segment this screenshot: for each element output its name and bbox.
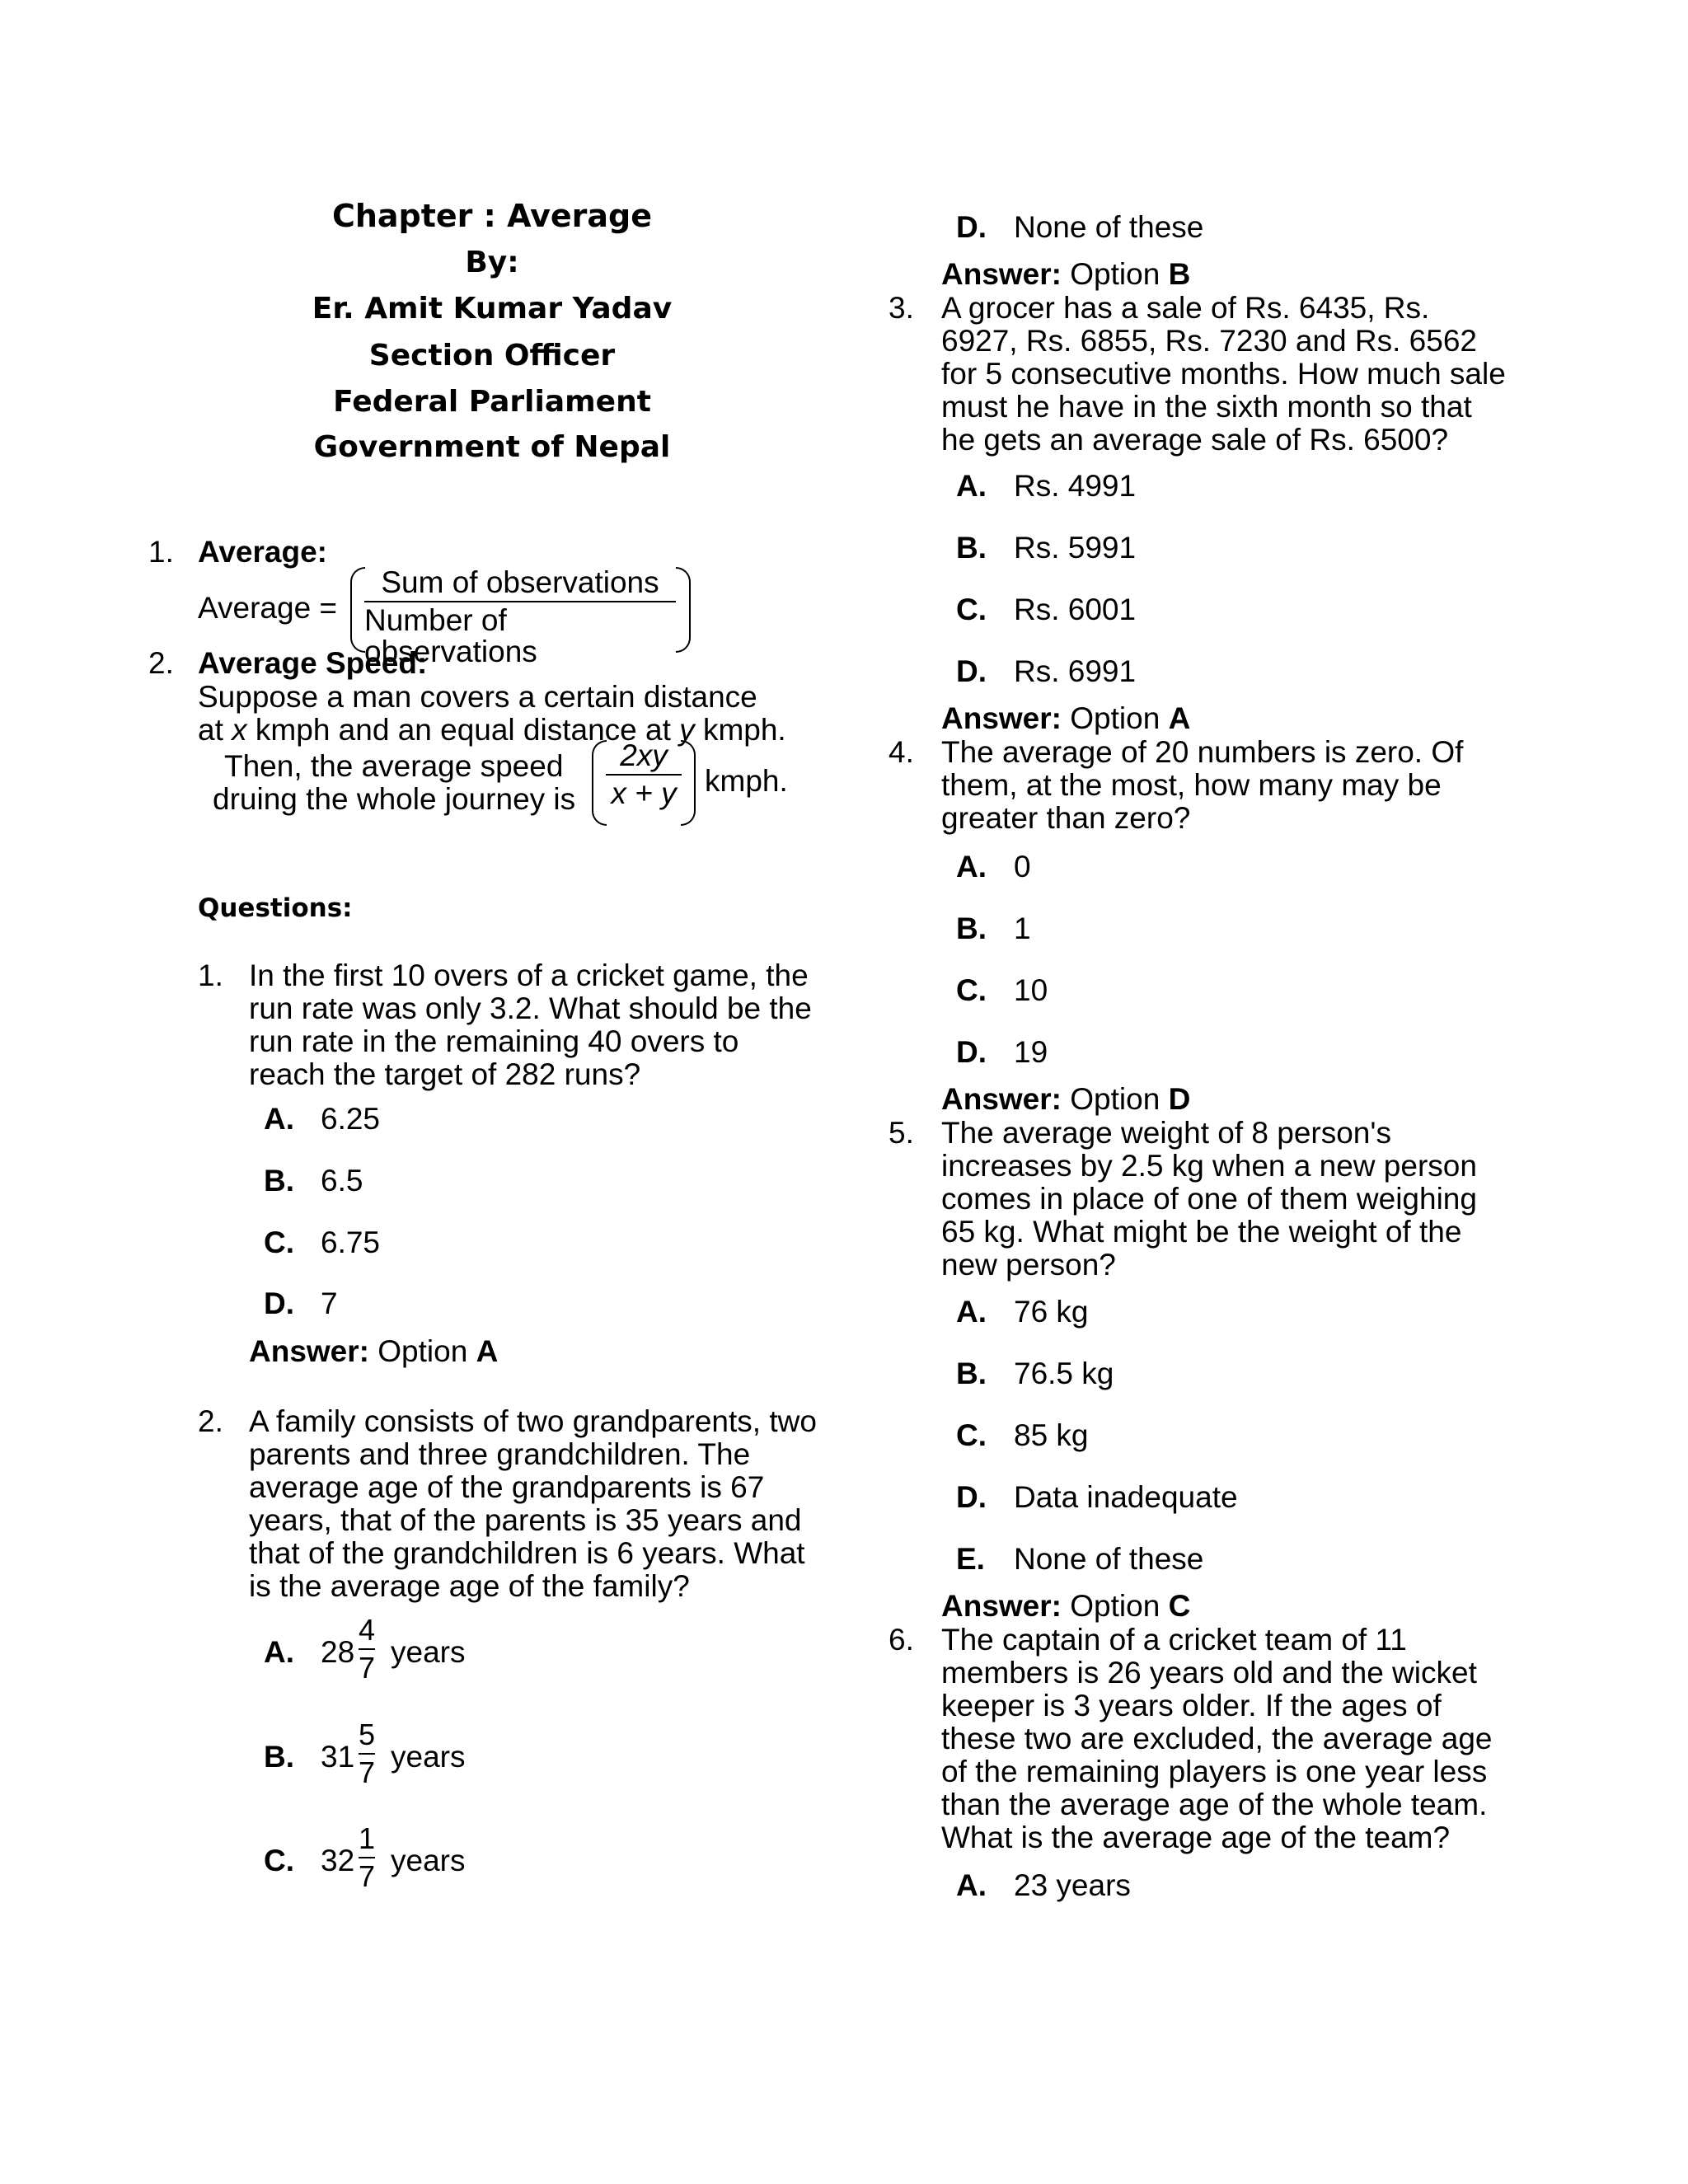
question-line: increases by 2.5 kg when a new person bbox=[941, 1149, 1477, 1183]
option-letter: D. bbox=[956, 210, 987, 244]
text-segment: kmph. bbox=[694, 713, 786, 747]
answer-option-word: Option bbox=[1070, 1589, 1160, 1623]
fraction-denominator: 7 bbox=[358, 1859, 376, 1893]
question-line: average age of the grandparents is 67 bbox=[249, 1470, 765, 1504]
fraction-bar bbox=[359, 1753, 375, 1755]
chapter-title: Chapter : Average bbox=[331, 198, 653, 234]
average-speed-then-1: Then, the average speed bbox=[224, 749, 564, 783]
question-line: 65 kg. What might be the weight of the bbox=[941, 1215, 1462, 1249]
definition-number-1: 1. bbox=[148, 535, 174, 569]
option-letter: B. bbox=[956, 912, 987, 945]
option-text: 6.25 bbox=[321, 1102, 381, 1136]
answer-label: Answer: bbox=[941, 1082, 1062, 1116]
question-line: A grocer has a sale of Rs. 6435, Rs. bbox=[941, 291, 1430, 325]
question-line: A family consists of two grandparents, two bbox=[249, 1404, 817, 1438]
average-speed-denominator: x + y bbox=[611, 776, 677, 810]
question-line: he gets an average sale of Rs. 6500? bbox=[941, 423, 1449, 457]
definition-title-average: Average: bbox=[198, 535, 327, 569]
question-line: than the average age of the whole team. bbox=[941, 1788, 1488, 1821]
author-position: Section Officer bbox=[368, 339, 616, 373]
question-line: years, that of the parents is 35 years and bbox=[249, 1503, 802, 1537]
answer-value: C bbox=[1168, 1589, 1191, 1623]
question-line: What is the average age of the team? bbox=[941, 1821, 1451, 1854]
option-text: 6.75 bbox=[321, 1226, 381, 1259]
author-name: Er. Amit Kumar Yadav bbox=[312, 292, 673, 326]
text-segment: kmph and an equal distance at bbox=[246, 713, 680, 747]
answer-line bbox=[941, 1590, 1190, 1623]
option-text: Rs. 4991 bbox=[1014, 469, 1137, 503]
option-text: Rs. 6001 bbox=[1014, 593, 1137, 626]
option-whole: 28 bbox=[321, 1635, 355, 1669]
question-line: them, at the most, how many may be bbox=[941, 768, 1442, 802]
text-segment: at bbox=[198, 713, 232, 747]
answer-label: Answer: bbox=[941, 257, 1062, 291]
answer-line bbox=[941, 702, 1190, 735]
variable-x: x bbox=[232, 713, 247, 747]
question-line: The average of 20 numbers is zero. Of bbox=[941, 735, 1464, 769]
fraction-denominator: 7 bbox=[358, 1755, 376, 1789]
option-text: 10 bbox=[1014, 973, 1048, 1007]
question-4-text bbox=[941, 736, 1463, 835]
average-formula-denominator: Number of observations bbox=[364, 603, 537, 668]
byline-label: By: bbox=[465, 246, 519, 279]
question-line: comes in place of one of them weighing bbox=[941, 1182, 1477, 1216]
question-number: 1. bbox=[198, 958, 223, 992]
option-letter: A. bbox=[264, 1102, 294, 1136]
question-line: of the remaining players is one year less bbox=[941, 1755, 1488, 1788]
option-letter: A. bbox=[956, 1295, 987, 1329]
option-text: Data inadequate bbox=[1014, 1480, 1238, 1514]
option-text: 23 years bbox=[1014, 1868, 1131, 1902]
average-formula-numerator: Sum of observations bbox=[381, 565, 659, 599]
question-number: 4. bbox=[889, 735, 914, 769]
fraction-bar bbox=[359, 1648, 375, 1650]
question-line: 6927, Rs. 6855, Rs. 7230 and Rs. 6562 bbox=[941, 324, 1477, 358]
fraction-bar bbox=[364, 601, 676, 602]
option-fraction bbox=[355, 1821, 378, 1893]
question-3-text bbox=[941, 292, 1506, 457]
question-line: these two are excluded, the average age bbox=[941, 1722, 1493, 1755]
option-letter: C. bbox=[264, 1844, 294, 1877]
speed-right-paren bbox=[681, 740, 696, 826]
question-line: The captain of a cricket team of 11 bbox=[941, 1623, 1407, 1657]
option-text: None of these bbox=[1014, 1542, 1204, 1576]
fraction-numerator: 1 bbox=[358, 1821, 376, 1855]
answer-label: Answer: bbox=[941, 1589, 1062, 1623]
answer-line bbox=[941, 1083, 1190, 1116]
answer-value: A bbox=[1168, 701, 1191, 735]
fraction-bar bbox=[606, 774, 682, 776]
average-speed-numerator: 2xy bbox=[620, 738, 668, 772]
question-line: keeper is 3 years older. If the ages of bbox=[941, 1689, 1442, 1722]
option-letter: A. bbox=[956, 1868, 987, 1902]
question-number: 2. bbox=[198, 1404, 223, 1438]
question-line: greater than zero? bbox=[941, 801, 1191, 835]
question-6-text bbox=[941, 1624, 1493, 1854]
question-line: is the average age of the family? bbox=[249, 1569, 690, 1603]
fraction-numerator: 4 bbox=[358, 1613, 376, 1647]
option-text: 0 bbox=[1014, 850, 1031, 883]
formula-right-paren bbox=[676, 567, 691, 653]
option-text: Rs. 6991 bbox=[1014, 654, 1137, 688]
answer-option-word: Option bbox=[1070, 257, 1160, 291]
average-speed-then-2: druing the whole journey is bbox=[213, 782, 576, 816]
option-letter: A. bbox=[264, 1635, 294, 1669]
answer-value: A bbox=[476, 1334, 499, 1368]
answer-option-word: Option bbox=[377, 1334, 468, 1368]
option-text: 19 bbox=[1014, 1035, 1048, 1069]
questions-heading: Questions: bbox=[198, 893, 353, 923]
question-5-text bbox=[941, 1117, 1477, 1282]
option-whole: 32 bbox=[321, 1844, 355, 1877]
question-number: 5. bbox=[889, 1116, 914, 1150]
question-line: that of the grandchildren is 6 years. What bbox=[249, 1536, 805, 1570]
average-speed-line-1: Suppose a man covers a certain distance bbox=[198, 680, 757, 714]
formula-left-paren bbox=[350, 567, 365, 653]
answer-label: Answer: bbox=[941, 701, 1062, 735]
option-letter: B. bbox=[956, 1357, 987, 1390]
option-letter: C. bbox=[956, 1418, 987, 1452]
option-letter: D. bbox=[956, 1480, 987, 1514]
question-line: must he have in the sixth month so that bbox=[941, 390, 1472, 424]
question-line: reach the target of 282 runs? bbox=[249, 1057, 641, 1091]
option-letter: C. bbox=[264, 1226, 294, 1259]
average-formula-lhs: Average = bbox=[198, 591, 338, 625]
question-line: for 5 consecutive months. How much sale bbox=[941, 357, 1506, 391]
question-2-text bbox=[249, 1405, 817, 1603]
option-letter: B. bbox=[956, 531, 987, 565]
option-letter: C. bbox=[956, 593, 987, 626]
fraction-denominator: 7 bbox=[358, 1651, 376, 1685]
question-1-text bbox=[249, 959, 812, 1091]
option-text: 85 kg bbox=[1014, 1418, 1089, 1452]
option-letter: A. bbox=[956, 850, 987, 883]
fraction-numerator: 5 bbox=[358, 1718, 376, 1751]
option-unit: years bbox=[391, 1635, 466, 1669]
option-fraction bbox=[355, 1720, 378, 1788]
option-text: 76 kg bbox=[1014, 1295, 1089, 1329]
answer-option-word: Option bbox=[1070, 1082, 1160, 1116]
question-line: parents and three grandchildren. The bbox=[249, 1437, 751, 1471]
option-letter: D. bbox=[264, 1286, 294, 1320]
option-text: Rs. 5991 bbox=[1014, 531, 1137, 565]
speed-left-paren bbox=[592, 740, 607, 826]
definition-title-average-speed: Average Speed: bbox=[198, 646, 428, 680]
option-letter: B. bbox=[264, 1164, 294, 1197]
average-speed-line-2 bbox=[198, 714, 786, 747]
question-line: run rate in the remaining 40 overs to bbox=[249, 1024, 739, 1058]
question-number: 3. bbox=[889, 291, 914, 325]
question-number: 6. bbox=[889, 1623, 914, 1657]
variable-y: y bbox=[679, 713, 695, 747]
option-unit: years bbox=[391, 1740, 466, 1774]
option-letter: E. bbox=[956, 1542, 985, 1576]
option-letter: A. bbox=[956, 469, 987, 503]
question-line: run rate was only 3.2. What should be the bbox=[249, 991, 812, 1025]
option-fraction bbox=[355, 1615, 378, 1683]
option-letter: C. bbox=[956, 973, 987, 1007]
option-unit: years bbox=[391, 1844, 466, 1877]
question-line: The average weight of 8 person's bbox=[941, 1116, 1391, 1150]
fraction-bar bbox=[359, 1857, 375, 1858]
option-letter: D. bbox=[956, 654, 987, 688]
option-letter: D. bbox=[956, 1035, 987, 1069]
option-text: 1 bbox=[1014, 912, 1031, 945]
answer-label: Answer: bbox=[249, 1334, 369, 1368]
option-text: 6.5 bbox=[321, 1164, 363, 1197]
option-text: 76.5 kg bbox=[1014, 1357, 1114, 1390]
option-letter: B. bbox=[264, 1740, 294, 1774]
average-speed-unit: kmph. bbox=[705, 764, 788, 798]
average-speed-fraction bbox=[606, 740, 682, 809]
question-line: In the first 10 overs of a cricket game, the bbox=[249, 958, 809, 992]
answer-option-word: Option bbox=[1070, 701, 1160, 735]
option-whole: 31 bbox=[321, 1740, 355, 1774]
option-text: None of these bbox=[1014, 210, 1204, 244]
answer-line bbox=[941, 258, 1190, 291]
definition-number-2: 2. bbox=[148, 646, 174, 680]
answer-value: B bbox=[1168, 257, 1191, 291]
option-text: 7 bbox=[321, 1286, 338, 1320]
author-government: Government of Nepal bbox=[313, 430, 671, 464]
answer-line bbox=[249, 1335, 498, 1368]
author-organization: Federal Parliament bbox=[333, 385, 651, 419]
answer-value: D bbox=[1168, 1082, 1191, 1116]
question-line: members is 26 years old and the wicket bbox=[941, 1656, 1477, 1690]
question-line: new person? bbox=[941, 1248, 1116, 1282]
